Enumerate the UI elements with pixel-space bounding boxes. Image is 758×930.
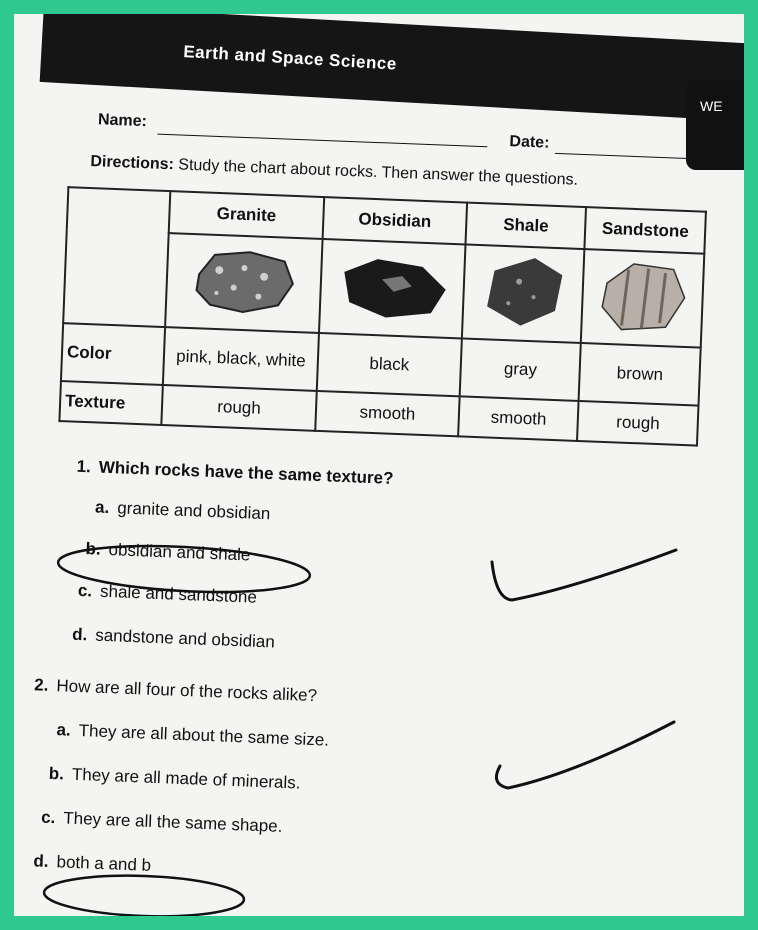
- checkmark-q1: [492, 550, 676, 600]
- option-letter: c.: [77, 580, 93, 601]
- option-letter: b.: [85, 539, 101, 559]
- option-letter: d.: [71, 624, 88, 645]
- question-number: 2.: [33, 675, 49, 695]
- row-label-color: Color: [61, 323, 165, 385]
- table-cell: pink, black, white: [163, 327, 319, 391]
- option-text: They are all the same shape.: [62, 808, 283, 836]
- option-text: They are all made of minerals.: [71, 764, 301, 793]
- week-tab-label: WE: [700, 98, 723, 114]
- option-text: both a and b: [56, 852, 152, 875]
- directions-text: Study the chart about rocks. Then answer the questions.: [173, 156, 579, 189]
- table-cell: smooth: [315, 391, 459, 436]
- option-letter: a.: [94, 497, 110, 518]
- table-cell: rough: [161, 385, 316, 431]
- date-label: Date:: [509, 133, 550, 152]
- worksheet-page: [14, 14, 744, 916]
- name-label: Name:: [97, 111, 148, 131]
- answer-circle-q2: [43, 873, 244, 916]
- column-header: Obsidian: [323, 197, 467, 244]
- column-header: Shale: [465, 203, 586, 250]
- row-label-texture: Texture: [59, 381, 162, 425]
- handwriting-layer: [14, 14, 744, 916]
- directions-label: Directions:: [90, 153, 175, 174]
- photo-frame: [14, 14, 744, 916]
- question-text: How are all four of the rocks alike?: [56, 676, 318, 706]
- question-number: 1.: [76, 456, 92, 477]
- option-letter: d.: [33, 851, 49, 871]
- option-letter: a.: [56, 720, 72, 740]
- checkmark-q2: [496, 722, 674, 788]
- answer-circle-q1: [57, 540, 311, 597]
- table-cell: brown: [579, 343, 701, 406]
- table-cell: smooth: [458, 396, 579, 441]
- option-text: shale and sandstone: [99, 581, 258, 607]
- option-letter: b.: [48, 763, 65, 784]
- option-text: sandstone and obsidian: [94, 625, 276, 652]
- question-text: Which rocks have the same texture?: [98, 457, 394, 488]
- option-text: They are all about the same size.: [78, 721, 330, 750]
- table-cell: black: [317, 333, 462, 396]
- table-cell: rough: [577, 401, 698, 446]
- column-header: Granite: [169, 191, 325, 239]
- option-text: granite and obsidian: [116, 498, 271, 524]
- banner-title: Earth and Space Science: [182, 42, 398, 74]
- option-letter: c.: [40, 807, 56, 828]
- option-text: obsidian and shale: [108, 540, 251, 565]
- table-cell: gray: [460, 338, 582, 401]
- column-header: Sandstone: [585, 207, 706, 254]
